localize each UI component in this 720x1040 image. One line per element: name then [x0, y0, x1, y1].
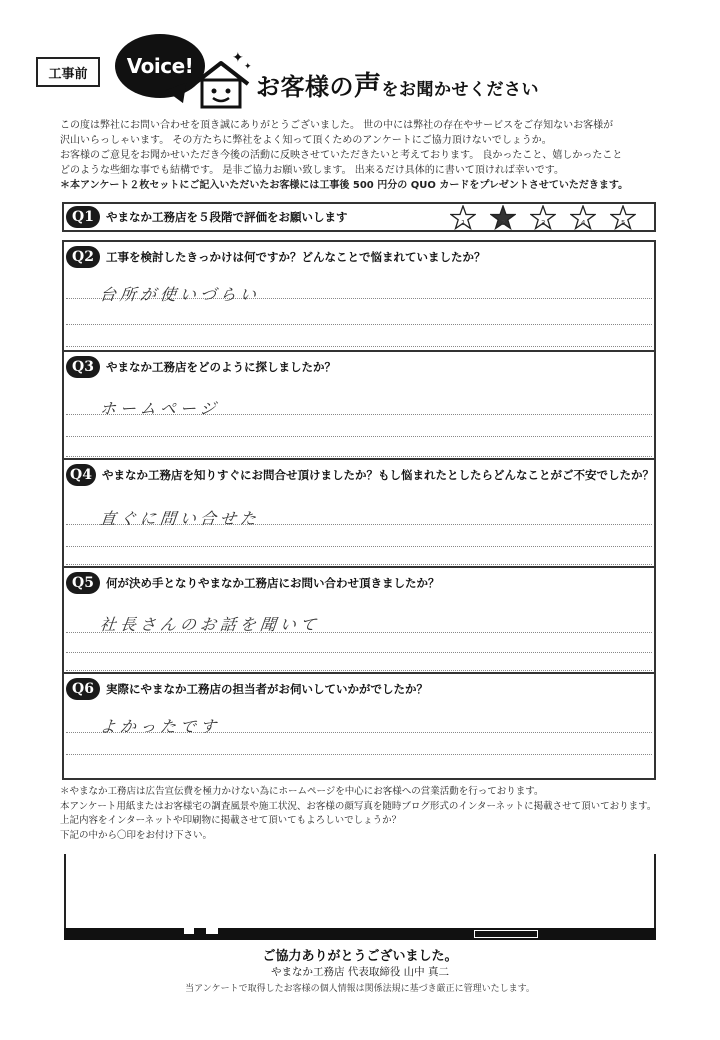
note-line: 下記の中から〇印をお付け下さい。 [60, 829, 213, 841]
sparkle-icon: ✦ [244, 62, 252, 72]
question-number: Q6 [66, 678, 100, 700]
privacy-notice: 当アンケートで取得したお客様の個人情報は関係法規に基づき厳正に管理いたします。 [185, 984, 535, 994]
pre-construction-tag: 工事前 [36, 57, 100, 87]
question-3-box [62, 350, 656, 458]
question-text: 何が決め手となりやまなか工務店にお問い合わせ頂きましたか？ [106, 576, 440, 590]
question-number: Q2 [66, 246, 100, 268]
note-line: 本アンケート用紙またはお客様宅の調査風景や施工状況、お客様の顔写真を随時ブログ形式のインターネットに掲載させて頂いております。 [60, 800, 657, 812]
question-number: Q3 [66, 356, 100, 378]
publication-notes [60, 785, 680, 843]
question-number: Q4 [66, 464, 96, 486]
redacted-contact-bar [64, 928, 656, 940]
star-icon[interactable] [450, 205, 476, 231]
question-text: やまなか工務店をどのように探しましたか？ [106, 360, 336, 374]
intro-line: お客様のご意見をお聞かせいただき今後の活動に反映させていただきたいと考えております。 良かったこと、嬉しかったこと [60, 150, 623, 161]
sparkle-icon: ✦ [232, 50, 244, 66]
page-title: お客様の声をお聞かせください [256, 71, 539, 102]
note-line: ＊やまなか工務店は広告宣伝費を極力かけない為にホームページを中心にお客様への営業活動を行っております。 [60, 786, 544, 797]
star-rating[interactable] [450, 205, 636, 231]
question-text: 工事を検討したきっかけは何ですか？どんなことで悩まれていましたか？ [106, 250, 486, 264]
intro-line: 沢山いらっしゃいます。 その方たちに弊社をよく知って頂くためのアンケートにご協力頂けないでしょうか。 [60, 135, 552, 146]
intro-line: どのような些細な事でも結構です。 是非ご協力お願い致します。 出来るだけ具体的に書いて頂ければ幸いです。 [60, 165, 564, 176]
question-text: やまなか工務店を知りすぐにお問合せ頂けましたか？もし悩まれたとしたらどんなことがご不安でしたか？ [102, 468, 654, 482]
question-text: 実際にやまなか工務店の担当者がお伺いしていかがでしたか？ [106, 682, 428, 696]
question-1-rating [62, 202, 656, 232]
star-number: 4 [581, 219, 586, 227]
star-icon[interactable] [490, 205, 516, 231]
handwritten-answer: 直ぐに問い合せた [98, 509, 261, 528]
question-2-box [62, 240, 656, 350]
star-icon[interactable] [610, 205, 636, 231]
star-number: 2 [501, 219, 506, 227]
star-icon[interactable] [530, 205, 556, 231]
question-4-box [62, 458, 656, 566]
handwritten-answer: よかったです [98, 717, 221, 736]
star-number: 3 [541, 219, 546, 227]
intro-text [60, 118, 680, 193]
question-6-box [62, 672, 656, 780]
question-text: やまなか工務店を５段階で評価をお願いします [106, 210, 348, 224]
star-number: 1 [461, 219, 466, 227]
voice-speech-bubble: Voice! [115, 34, 205, 98]
consent-selection-area[interactable] [64, 854, 656, 938]
star-icon[interactable] [570, 205, 596, 231]
note-line: 上記内容をインターネットや印刷物に掲載させて頂いてもよろしいでしょうか？ [60, 815, 402, 826]
handwritten-answer: 社長さんのお話を聞いて [98, 615, 321, 634]
question-number: Q1 [66, 206, 100, 228]
handwritten-answer: 台所が使いづらい [98, 285, 261, 304]
intro-line: この度は弊社にお問い合わせを頂き誠にありがとうございました。 世の中には弊社の存在やサービスをご存知ないお客様が [60, 120, 614, 131]
thank-you-message: ご協力ありがとうございました。 [262, 949, 458, 964]
question-5-box [62, 566, 656, 672]
intro-line-quo-card: ＊本アンケート２枚セットにご記入いただいたお客様には工事後 500 円分の QUO カードをプレゼントさせていただきます。 [60, 180, 629, 191]
star-number: 5 [621, 219, 626, 227]
company-signature: やまなか工務店 代表取締役 山中 真二 [270, 966, 449, 978]
question-number: Q5 [66, 572, 100, 594]
handwritten-answer: ホームページ [98, 399, 221, 418]
